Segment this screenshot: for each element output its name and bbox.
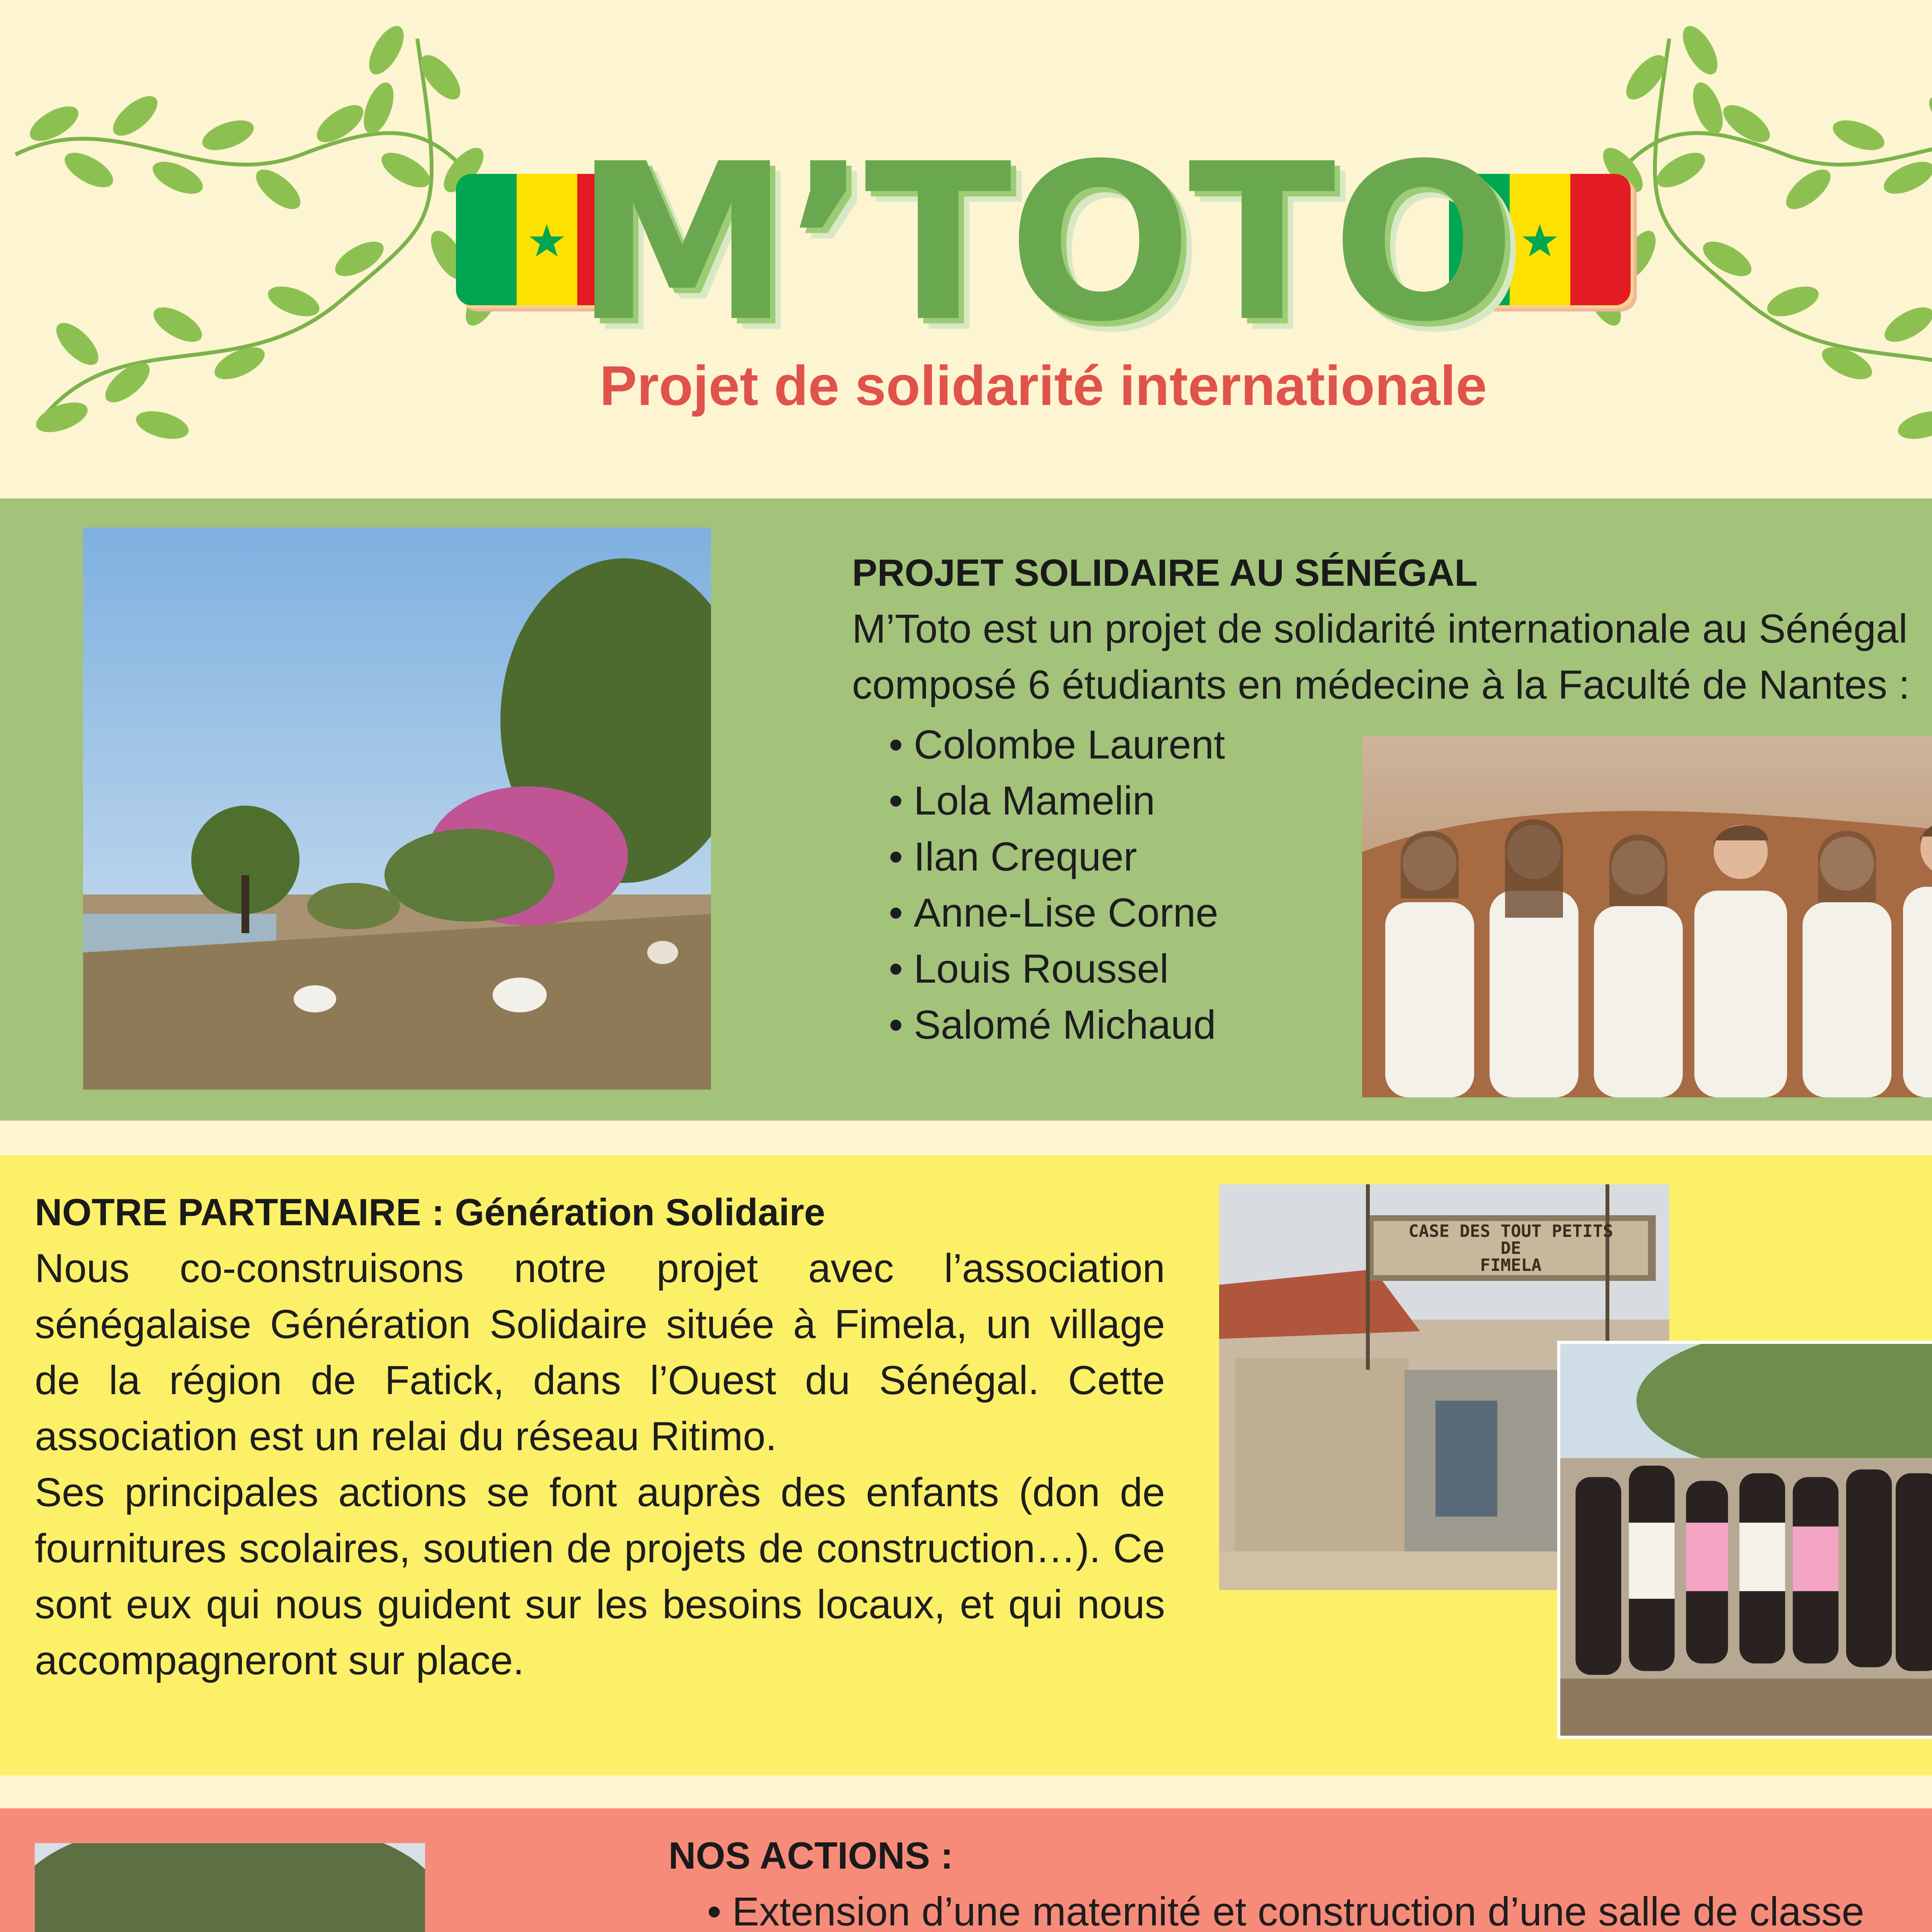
poster-title: M’TOTO	[574, 117, 1512, 369]
list-item: • Ilan Crequer	[889, 829, 1225, 885]
partenaire-paragraph-2: Ses principales actions se font auprès des enfants (don de fournitures scolaires, soutien de projets de construction…). Ce sont eux qui nous guident sur les besoins locaux, et qui nous accompagneront sur place.	[35, 1470, 1165, 1683]
header	[0, 0, 1932, 498]
partenaire-text	[35, 1184, 1165, 1689]
list-item: • Louis Roussel	[889, 941, 1225, 997]
poster-subtitle: Projet de solidarité internationale	[599, 354, 1487, 417]
list-item: • Lola Mamelin	[889, 773, 1225, 829]
sign-text: CASE DES TOUT PETITS DE FIMELA	[1408, 1221, 1613, 1275]
actions-list	[668, 1884, 1932, 1932]
actions-heading: NOS ACTIONS :	[668, 1834, 953, 1877]
partenaire-paragraph-1: Nous co-construisons notre projet avec l’association sénégalaise Génération Solidaire située à Fimela, un village de la région de Fatick, dans l’Ouest du Sénégal. Cette association est un relai du réseau Ritimo.	[35, 1246, 1165, 1459]
members-list	[889, 717, 1225, 1053]
list-item: • Extension d’une maternité et construction d’une salle de classe	[707, 1884, 1932, 1932]
partenaire-heading-name: Génération Solidaire	[455, 1191, 825, 1233]
actions-text	[668, 1828, 1932, 1932]
team-photo	[1362, 736, 1932, 1097]
list-item: • Salomé Michaud	[889, 997, 1225, 1053]
projet-heading: PROJET SOLIDAIRE AU SÉNÉGAL	[852, 551, 1478, 594]
partenaire-heading	[35, 1184, 1165, 1240]
partenaire-heading-label: NOTRE PARTENAIRE :	[35, 1191, 455, 1233]
list-item: • Anne-Lise Corne	[889, 885, 1225, 941]
landscape-photo	[83, 527, 711, 1090]
projet-text	[852, 545, 1932, 713]
list-item: • Colombe Laurent	[889, 717, 1225, 773]
projet-intro: M’Toto est un projet de solidarité internationale au Sénégal composé 6 étudiants en médecine à la Faculté de Nantes :	[852, 606, 1910, 707]
partner-group-photo	[1557, 1341, 1932, 1739]
kids-workshop-photo	[35, 1843, 425, 1932]
